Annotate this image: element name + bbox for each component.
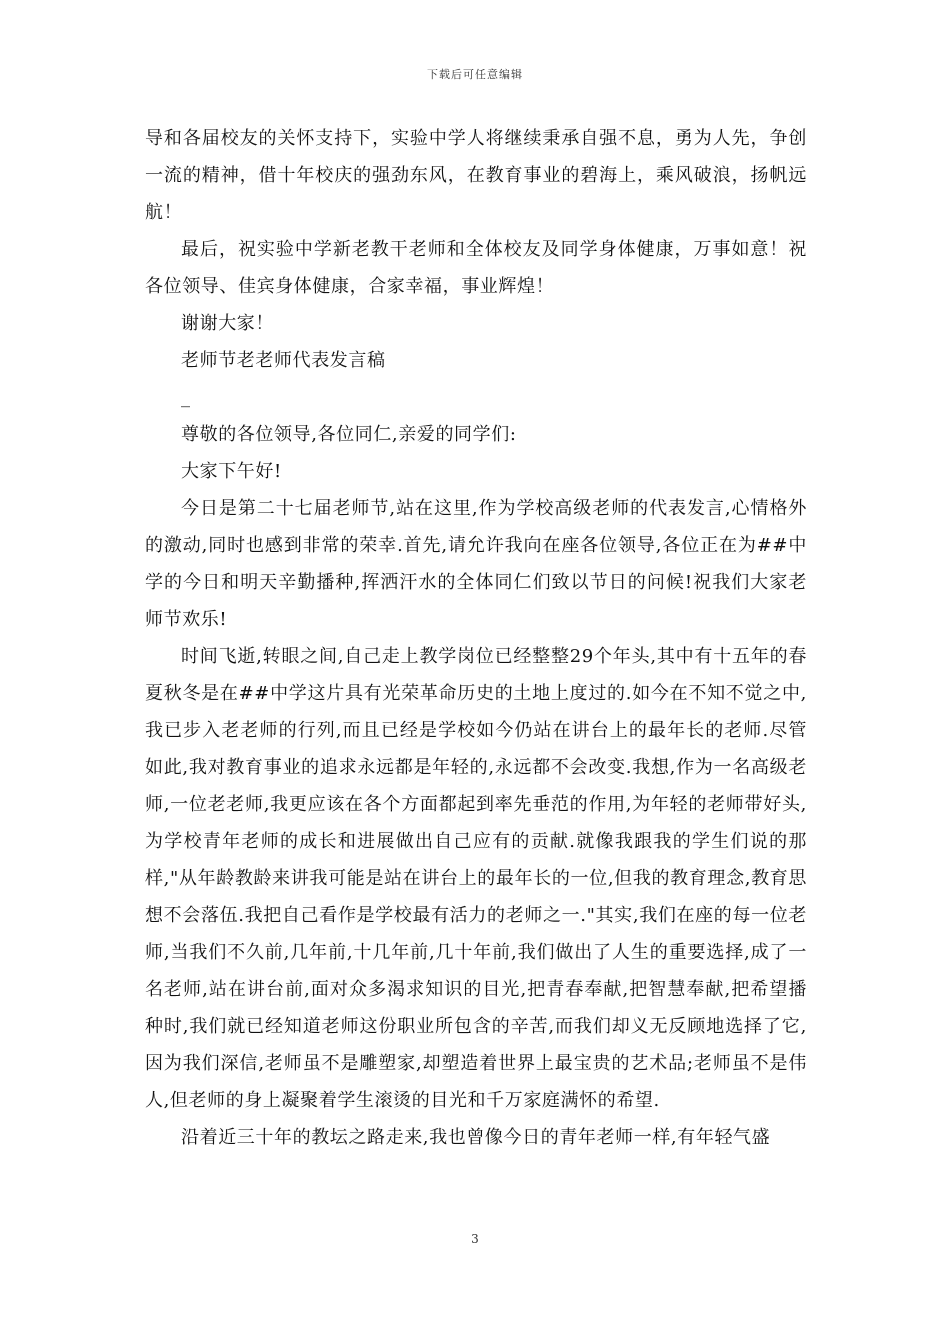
paragraph: 谢谢大家！ (181, 313, 274, 334)
paragraph: 时间飞逝,转眼之间,自己走上教学岗位已经整整29个年头,其中有十五年的春夏秋冬是在##中学这片具有光荣革命历史的土地上度过的.如今在不知不觉之中,我已步入老老师的行列,而且已经是学校如今仍站在讲台上的最年长的老师.尽管如此,我对教育事业的追求永远都是年轻的,永远都不会改变.我想,作为一名高级老师,一位老老师,我更应该在各个方面都起到率先垂范的作用,为年轻的老师带好头,为学校青年老师的成长和进展做出自己应有的贡献.就像我跟我的学生们说的那样,"从年龄教龄来讲我可能是站在讲台上的最年长的一位,但我的教育理念,教育思想不会落伍.我把自己看作是学校最有活力的老师之一."其实,我们在座的每一位老师,当我们不久前,几年前,十几年前,几十年前,我们做出了人生的重要选择,成了一名老师,站在讲台前,面对众多渴求知识的目光,把青春奉献,把智慧奉献,把希望播种时,我们就已经知道老师这份职业所包含的辛苦,而我们却义无反顾地选择了它,因为我们深信,老师虽不是雕塑家,却塑造着世界上最宝贵的艺术品;老师虽不是伟人,但老师的身上凝聚着学生滚烫的目光和千万家庭满怀的希望. (145, 646, 807, 1111)
paragraph: 沿着近三十年的教坛之路走来,我也曾像今日的青年老师一样,有年轻气盛 (181, 1127, 771, 1148)
paragraph: 最后，祝实验中学新老教干老师和全体校友及同学身体健康，万事如意！祝各位领导、佳宾身体健康，合家幸福，事业辉煌！ (145, 239, 807, 297)
paragraph: 今日是第二十七届老师节,站在这里,作为学校高级老师的代表发言,心情格外的激动,同时也感到非常的荣幸.首先,请允许我向在座各位领导,各位正在为##中学的今日和明天辛勤播种,挥洒汗水的全体同仁们致以节日的问候!祝我们大家老师节欢乐! (145, 498, 807, 630)
page-number: 3 (471, 1232, 479, 1246)
paragraph: _ (181, 387, 191, 408)
paragraph: 导和各届校友的关怀支持下，实验中学人将继续秉承自强不息，勇为人先，争创一流的精神，借十年校庆的强劲东风，在教育事业的碧海上，乘风破浪，扬帆远航！ (145, 128, 807, 223)
salutation: 尊敬的各位领导,各位同仁,亲爱的同学们: (181, 424, 517, 445)
page-header: 下载后可任意编辑 (427, 68, 523, 81)
greeting: 大家下午好! (181, 461, 282, 482)
section-title: 老师节老老师代表发言稿 (181, 350, 386, 371)
document-body (145, 120, 807, 1156)
